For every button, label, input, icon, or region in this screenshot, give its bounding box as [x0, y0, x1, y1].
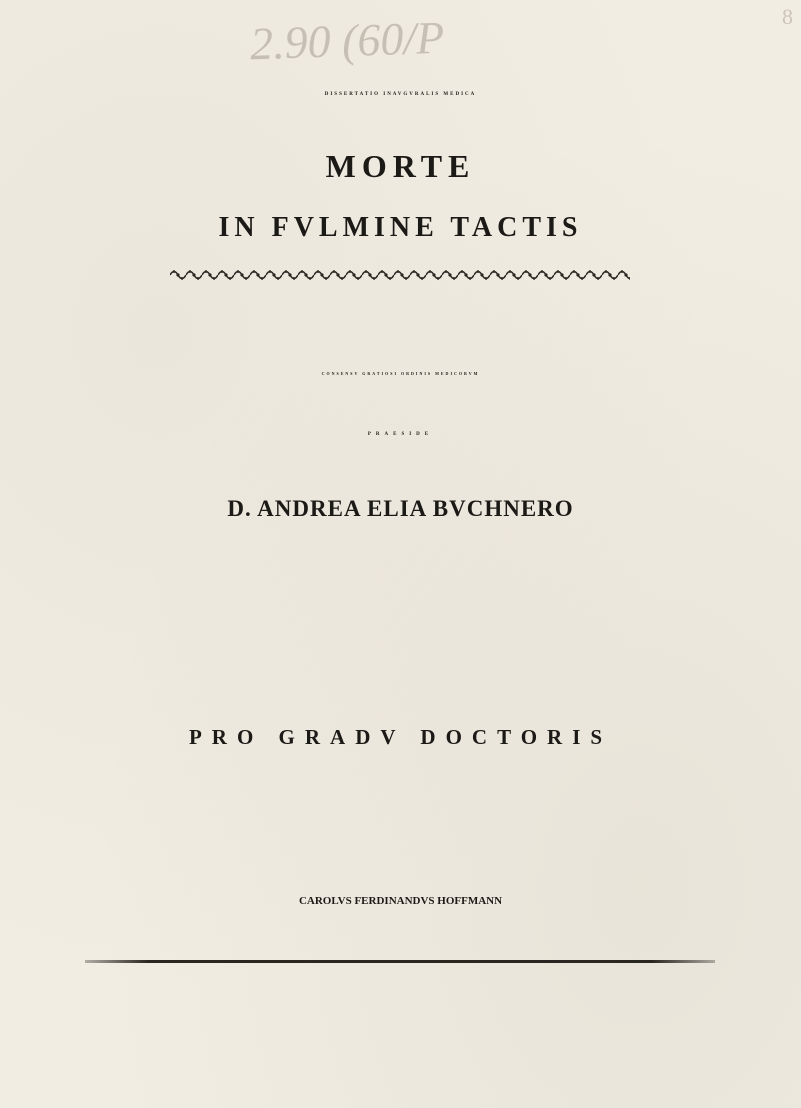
handwritten-shelfmark: 2.90 (60/P — [249, 11, 446, 70]
praeses-name: D. ANDREA ELIA BVCHNERO — [227, 496, 574, 521]
author-name: CAROLVS FERDINANDVS HOFFMANN — [298, 895, 503, 907]
divider-rule — [85, 960, 715, 963]
ornamental-border — [170, 268, 630, 282]
dissertation-type: DISSERTATIO INAVGVRALIS MEDICA — [324, 92, 477, 97]
title-morte: MORTE — [325, 148, 476, 184]
corner-mark: 8 — [782, 4, 793, 29]
consensv-ordinis: CONSENSV GRATIOSI ORDINIS MEDICORVM — [321, 371, 480, 376]
praeside: PRAESIDE — [367, 432, 434, 437]
title-in-fvlmine-tactis: IN FVLMINE TACTIS — [218, 212, 583, 243]
pro-gradv-doctoris: PRO GRADV DOCTORIS — [188, 725, 613, 749]
